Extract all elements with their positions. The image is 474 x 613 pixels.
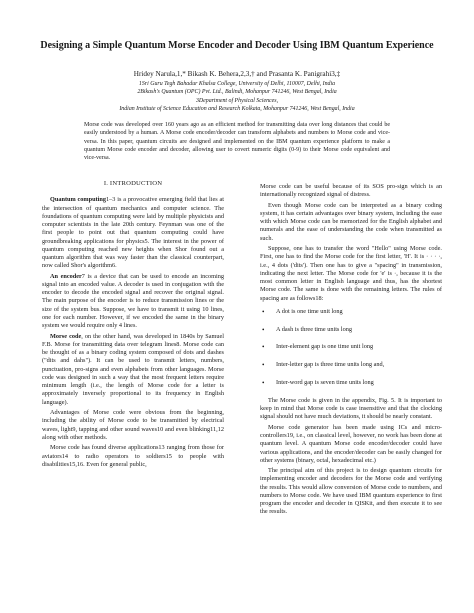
list-item: • Inter-letter gap is three time units long and,: [262, 361, 385, 370]
left-column: [42, 180, 224, 471]
right-column: [260, 183, 442, 519]
bullet-icon: •: [262, 307, 265, 316]
bullet-icon: •: [262, 379, 265, 388]
affiliation-line: 3Department of Physical Sciences,: [195, 97, 279, 104]
section-heading: I. INTRODUCTION: [103, 180, 163, 187]
author-list: Hridey Narula,1,* Bikash K. Behera,2,3,† and Prasanta K. Panigrahi3,‡: [133, 70, 341, 78]
paragraph: Morse code, on the other hand, was developed in 1840s by Samuel F.B. Morse for transmitting data over telegram lines8. Morse code can be thought of as a binary coding system composed of dots and dashes ("dits and dahs"). It can be used to transmit letters, numbers, punctuation, pro-signs and even alphabets from other languages. Morse code was designed in such a way that the most frequent letters require minimum length (i.e., the length of Morse code for a letter is approximately inversely proportional to its frequency in English language).: [42, 332, 224, 406]
bullet-icon: •: [262, 361, 265, 370]
paragraph: Morse code has found diverse applications13 ranging from those for aviators14 to radio operators to soldiers15 to people with disabilities15,16. Even for general public,: [42, 444, 224, 468]
paper-title: Designing a Simple Quantum Morse Encoder and Decoder Using IBM Quantum Experience: [40, 40, 434, 51]
list-item: • Inter-word gap is seven time units long: [262, 379, 374, 388]
paragraph: The principal aim of this project is to design quantum circuits for implementing encoder and decoders for the Morse code and verifying the results. This would allow conversion of Morse code to numbers, and numbers to Morse code. We have used IBM quantum experience to first program the encoder and decoder in QISKit, and then execute it to see the results.: [260, 467, 442, 516]
affiliation-line: Indian Institute of Science Education and Research Kolkata, Mohanpur 741246, West Bengal, India: [119, 105, 355, 112]
abstract: Morse code was developed over 160 years ago as an efficient method for transmitting data over long distances that could be easily understood by a human. A Morse code encoder/decoder can transform alphabets and numbers to Morse code and vice-versa. In this paper, quantum circuits are designed and implemented on the IBM quantum experience platform to make a quantum Morse code encoder and decoder, allowing user to covert numeric digits (0-9) to their Morse code equivalent and vice-versa.: [84, 122, 390, 162]
paragraph: The Morse code is given in the appendix, Fig. 5. It is important to keep in mind that Morse code is case insensitive and that the clocking signal should not have much deviations, it should be nearly constant.: [260, 396, 442, 421]
paragraph: Quantum computing1–3 is a provocative emerging field that lies at the intersection of quantum mechanics and computer science. The foundations of quantum computing were laid by multiple physicists and computer scientists in the late 20th century. Feynman was one of the first people to point out that quantum computing could have groundbreaking applications for physics5. The interest in the power of quantum computing reached new heights when Shor found out a quantum algorithm that was way faster than the classical counterpart, now called Shor's algorithm6.: [42, 196, 224, 270]
paragraph: Even though Morse code can be interpreted as a binary coding system, it has certain advantages over binary system, including the ease with which Morse code can be memorized for the English alphabet and numerals and the ease of understanding the code when transmitted as such.: [260, 201, 442, 242]
paragraph: Morse code can be useful because of its SOS pro-sign which is an internationally recognized signal of distress.: [260, 183, 442, 199]
paragraph: Morse code generator has been made using ICs and micro-controllers19, i.e., on classical level, however, no work has been done at quantum level. A quantum Morse code encoder/decoder could have various applications, and the encoder/decoder can be easily changed for other systems (binary, octal, hexadecimal etc.): [260, 423, 442, 464]
lead-term: An encoder: [50, 272, 82, 280]
bullet-icon: •: [262, 325, 265, 334]
paragraph: Suppose, one has to transfer the word "Hello" using Morse code. First, one has to find the Morse code for the first letter, 'H'. It is · · · ·, i.e., 4 dots ('dits'). Then one has to give a "spacing" in transmission, indicating the next letter. The Morse code for 'e' is ·, because it is the most common letter in English language and thus, has the shortest Morse code. The same is done with the remaining letters. The rules of spacing are as follows18:: [260, 245, 442, 302]
affiliations: [30, 80, 444, 113]
list-item: • A dot is one time unit long: [262, 307, 343, 316]
paragraph: Advantages of Morse code were obvious from the beginning, including the ability of Morse code to be transmitted by electrical waves, light9, tapping and other sound waves10 and even blinking11,12 along with other methods.: [42, 409, 224, 441]
list-item: • Inter-element gap is one time unit long: [262, 343, 374, 352]
paragraph: An encoder7 is a device that can be used to encode an incoming signal into an encoded value. A decoder is used in conjugation with the encoder to decode the encoded signal and recover the original signal. The main purpose of the encoder is to reduce transmission lines or the size of the system bus. Suppose, we have to transmit it using 10 lines, one for each number. However, if we encoded the same in the binary system we would require only 4 lines.: [42, 272, 224, 330]
lead-term: Morse code: [50, 332, 82, 340]
affiliation-line: 2Bikash's Quantum (OPC) Pvt. Ltd., Balindi, Mohanpur 741246, West Bengal, India: [137, 89, 337, 96]
affiliation-line: 1Sri Guru Tegh Bahadur Khalsa College, University of Delhi, 110007, Delhi, India: [138, 81, 336, 87]
list-item: • A dash is three time units long: [262, 325, 353, 334]
bullet-icon: •: [262, 343, 265, 352]
spacing-rules-list: [260, 308, 442, 387]
lead-term: Quantum computing: [50, 196, 107, 204]
